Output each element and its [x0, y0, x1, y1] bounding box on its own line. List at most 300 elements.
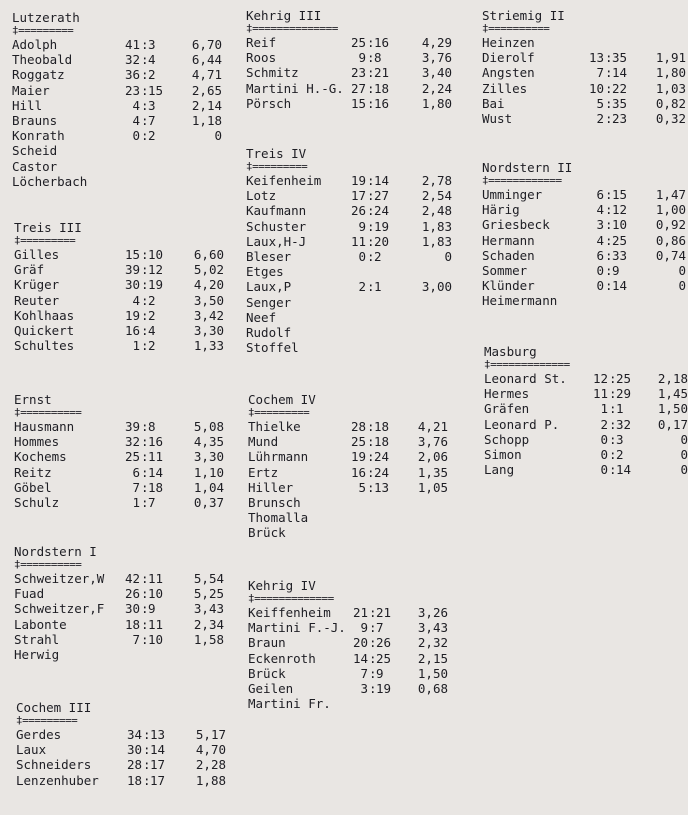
player-row — [484, 371, 688, 386]
average-value: 0,37 — [193, 494, 224, 510]
team-block-nordstern-i — [14, 544, 224, 662]
average-value: 0,92 — [655, 217, 686, 233]
score-against: 4 — [148, 322, 156, 338]
score-separator: : — [141, 52, 149, 68]
average-value: 2,06 — [417, 449, 448, 465]
player-name: Hill — [12, 97, 43, 113]
score-for: 25 — [350, 35, 366, 50]
score-for: 13 — [588, 50, 604, 66]
player-row — [14, 571, 224, 586]
score-against: 9 — [376, 665, 384, 681]
score-separator: : — [367, 233, 375, 249]
player-name: Lührmann — [248, 449, 309, 465]
score-against: 20 — [374, 233, 390, 249]
score-for: 25 — [124, 449, 140, 465]
player-row — [14, 322, 224, 338]
player-row — [12, 37, 222, 52]
score-for: 1 — [132, 494, 140, 510]
score-separator: : — [605, 217, 613, 233]
player-row — [14, 262, 224, 278]
average-value: 0 — [680, 462, 688, 478]
average-value: 1,47 — [655, 187, 686, 202]
score-for: 3 — [596, 217, 604, 233]
average-value: 1,80 — [421, 95, 452, 111]
player-row — [482, 187, 686, 202]
score-separator: : — [141, 262, 149, 278]
score-separator: : — [141, 247, 149, 262]
player-name: Bleser — [246, 248, 292, 264]
team-block-kehrig-iii — [246, 8, 452, 111]
player-row — [248, 419, 448, 434]
score-for: 18 — [126, 772, 142, 788]
player-name: Senger — [246, 294, 292, 310]
player-row — [484, 416, 688, 432]
score-for: 0 — [358, 248, 366, 264]
player-row — [246, 50, 452, 66]
average-value: 2,28 — [195, 757, 226, 773]
average-value: 3,42 — [193, 307, 224, 323]
score-against: 14 — [612, 65, 628, 81]
score-separator: : — [141, 601, 149, 617]
score-against: 13 — [374, 479, 390, 495]
score-against: 18 — [374, 434, 390, 450]
score-for: 6 — [596, 247, 604, 263]
score-separator: : — [369, 665, 377, 681]
player-name: Mund — [248, 434, 279, 450]
average-value: 0 — [680, 431, 688, 447]
score-for: 5 — [596, 95, 604, 111]
score-separator: : — [605, 232, 613, 248]
score-separator: : — [143, 772, 151, 788]
player-row — [16, 772, 226, 788]
score-for: 3 — [360, 680, 368, 696]
player-row — [248, 650, 448, 666]
average-value: 3,26 — [417, 605, 448, 620]
average-value: 0,68 — [417, 680, 448, 696]
player-row — [246, 65, 452, 81]
score-against: 18 — [374, 80, 390, 96]
player-row — [14, 419, 224, 434]
score-for: 14 — [352, 650, 368, 666]
player-name: Eckenroth — [248, 650, 316, 666]
average-value: 3,50 — [193, 292, 224, 308]
player-row — [12, 173, 88, 189]
average-value: 1,91 — [655, 50, 686, 66]
player-name: Etges — [246, 264, 284, 280]
average-value: 3,00 — [421, 279, 452, 295]
score-separator: : — [367, 188, 375, 204]
score-against: 13 — [150, 727, 166, 742]
score-for: 9 — [360, 620, 368, 636]
score-for: 42 — [124, 571, 140, 586]
score-separator: : — [367, 434, 375, 450]
player-name: Neef — [246, 309, 277, 325]
score-for: 23 — [124, 82, 140, 98]
player-name: Laux,P — [246, 279, 292, 295]
score-separator: : — [367, 65, 375, 81]
score-for: 0 — [600, 446, 608, 462]
score-separator: : — [605, 202, 613, 218]
player-row — [246, 35, 452, 50]
score-for: 10 — [588, 80, 604, 96]
team-name: Kehrig III — [246, 8, 322, 23]
average-value: 2,18 — [657, 371, 688, 386]
player-name: Lang — [484, 462, 515, 478]
score-against: 10 — [148, 631, 164, 647]
score-for: 7 — [132, 479, 140, 495]
player-name: Braun — [248, 635, 286, 651]
player-name: Reif — [246, 35, 277, 50]
score-against: 27 — [374, 188, 390, 204]
player-name: Martini H.-G. — [246, 80, 344, 96]
score-for: 7 — [360, 665, 368, 681]
player-name: Konrath — [12, 128, 65, 144]
player-row — [12, 159, 80, 174]
player-name: Roggatz — [12, 67, 65, 83]
score-separator: : — [141, 616, 149, 632]
score-separator: : — [141, 494, 149, 510]
score-against: 11 — [148, 449, 164, 465]
score-separator: : — [141, 112, 149, 128]
score-for: 32 — [124, 434, 140, 450]
team-block-lutzerath — [12, 10, 222, 189]
score-for: 0 — [596, 278, 604, 294]
score-against: 35 — [612, 95, 628, 111]
player-row — [248, 620, 448, 636]
score-for: 39 — [124, 262, 140, 278]
score-for: 5 — [358, 479, 366, 495]
score-against: 14 — [616, 462, 632, 478]
average-value: 2,24 — [421, 80, 452, 96]
player-row — [248, 605, 448, 620]
score-against: 17 — [150, 772, 166, 788]
player-row — [246, 325, 307, 340]
score-for: 19 — [350, 173, 366, 188]
team-underline: ‡========== — [14, 406, 82, 419]
score-separator: : — [369, 620, 377, 636]
score-for: 30 — [124, 277, 140, 293]
average-value: 1,80 — [655, 65, 686, 81]
score-for: 18 — [124, 616, 140, 632]
player-row — [14, 479, 224, 495]
team-block-cochem-iv — [248, 392, 448, 541]
score-against: 14 — [612, 278, 628, 294]
player-row — [246, 279, 452, 295]
average-value: 0,17 — [657, 416, 688, 432]
player-row — [12, 112, 222, 128]
score-for: 19 — [350, 449, 366, 465]
player-row — [248, 479, 448, 495]
score-separator: : — [605, 50, 613, 66]
score-against: 15 — [612, 187, 628, 202]
average-value: 3,30 — [193, 449, 224, 465]
player-row — [248, 510, 316, 525]
player-row — [246, 80, 452, 96]
player-name: Keiffenheim — [248, 605, 331, 620]
player-name: Lenzenhuber — [16, 772, 99, 788]
average-value: 2,32 — [417, 635, 448, 651]
score-separator: : — [143, 742, 151, 758]
score-for: 26 — [350, 203, 366, 219]
player-row — [14, 247, 224, 262]
player-row — [248, 635, 448, 651]
score-against: 33 — [612, 247, 628, 263]
team-underline: ‡========= — [246, 160, 308, 173]
score-against: 1 — [616, 401, 624, 417]
average-value: 0,32 — [655, 110, 686, 126]
player-name: Schulz — [14, 494, 60, 510]
score-separator: : — [367, 35, 375, 50]
player-name: Thielke — [248, 419, 301, 434]
average-value: 1,00 — [655, 202, 686, 218]
player-name: Umminger — [482, 187, 543, 202]
score-for: 2 — [596, 110, 604, 126]
score-separator: : — [605, 247, 613, 263]
average-value: 3,76 — [421, 50, 452, 66]
score-separator: : — [367, 50, 375, 66]
team-underline: ‡========= — [14, 234, 76, 247]
score-separator: : — [367, 479, 375, 495]
average-value: 5,17 — [195, 727, 226, 742]
player-row — [484, 401, 688, 417]
score-separator: : — [605, 278, 613, 294]
score-against: 10 — [148, 586, 164, 602]
player-row — [14, 647, 97, 662]
score-against: 11 — [148, 616, 164, 632]
score-separator: : — [605, 80, 613, 96]
player-name: Brauns — [12, 112, 58, 128]
score-against: 14 — [374, 173, 390, 188]
score-against: 14 — [148, 464, 164, 480]
player-row — [484, 462, 688, 478]
score-against: 23 — [612, 110, 628, 126]
average-value: 5,08 — [193, 419, 224, 434]
team-name: Lutzerath — [12, 10, 80, 25]
score-against: 24 — [374, 464, 390, 480]
score-against: 4 — [148, 52, 156, 68]
average-value: 0 — [214, 128, 222, 144]
score-against: 12 — [148, 262, 164, 278]
player-name: Laux — [16, 742, 47, 758]
player-row — [246, 310, 307, 325]
player-name: Roos — [246, 50, 277, 66]
score-separator: : — [367, 419, 375, 434]
player-row — [246, 203, 452, 219]
player-name: Rudolf — [246, 324, 292, 340]
player-name: Laux,H-J — [246, 233, 307, 249]
average-value: 2,14 — [191, 97, 222, 113]
average-value: 3,43 — [193, 601, 224, 617]
average-value: 1,10 — [193, 464, 224, 480]
score-against: 2 — [148, 338, 156, 354]
player-row — [248, 525, 316, 540]
player-row — [246, 340, 307, 355]
score-for: 2 — [600, 416, 608, 432]
player-name: Gilles — [14, 247, 60, 262]
player-name: Schweitzer,F — [14, 601, 105, 617]
player-name: Heimermann — [482, 293, 558, 309]
score-against: 7 — [376, 620, 384, 636]
player-row — [14, 338, 224, 354]
average-value: 3,30 — [193, 322, 224, 338]
player-row — [482, 50, 686, 66]
player-row — [14, 586, 224, 602]
score-separator: : — [367, 203, 375, 219]
player-name: Pörsch — [246, 95, 292, 111]
score-for: 41 — [124, 37, 140, 52]
average-value: 4,70 — [195, 742, 226, 758]
average-value: 1,58 — [193, 631, 224, 647]
average-value: 1,50 — [657, 401, 688, 417]
score-against: 2 — [148, 307, 156, 323]
score-against: 10 — [148, 247, 164, 262]
player-name: Klünder — [482, 278, 535, 294]
player-row — [14, 449, 224, 465]
score-separator: : — [367, 80, 375, 96]
player-row — [248, 464, 448, 480]
score-against: 3 — [616, 431, 624, 447]
score-for: 15 — [350, 95, 366, 111]
score-for: 12 — [592, 371, 608, 386]
player-name: Lotz — [246, 188, 277, 204]
player-row — [246, 218, 452, 234]
player-name: Gräf — [14, 262, 45, 278]
score-separator: : — [369, 605, 377, 620]
player-row — [246, 248, 452, 264]
player-name: Ertz — [248, 464, 279, 480]
player-name: Kochems — [14, 449, 67, 465]
score-for: 1 — [132, 338, 140, 354]
score-separator: : — [369, 650, 377, 666]
average-value: 1,50 — [417, 665, 448, 681]
player-row — [12, 82, 222, 98]
player-name: Leonard St. — [484, 371, 567, 386]
team-block-treis-iii — [14, 220, 224, 354]
player-name: Härig — [482, 202, 520, 218]
player-name: Griesbeck — [482, 217, 550, 233]
player-name: Reitz — [14, 464, 52, 480]
score-separator: : — [141, 277, 149, 293]
player-name: Heinzen — [482, 35, 535, 50]
score-separator: : — [141, 419, 149, 434]
average-value: 0 — [678, 278, 686, 294]
average-value: 2,65 — [191, 82, 222, 98]
player-row — [484, 446, 688, 462]
player-name: Hermann — [482, 232, 535, 248]
score-for: 1 — [600, 401, 608, 417]
score-for: 30 — [126, 742, 142, 758]
player-name: Schultes — [14, 338, 75, 354]
score-against: 2 — [148, 67, 156, 83]
score-separator: : — [367, 279, 375, 295]
score-separator: : — [141, 464, 149, 480]
average-value: 2,34 — [193, 616, 224, 632]
score-against: 9 — [148, 601, 156, 617]
score-separator: : — [609, 431, 617, 447]
score-separator: : — [609, 386, 617, 402]
score-against: 22 — [612, 80, 628, 96]
average-value: 1,33 — [193, 338, 224, 354]
score-against: 18 — [374, 419, 390, 434]
score-separator: : — [141, 479, 149, 495]
average-value: 5,25 — [193, 586, 224, 602]
team-underline: ‡============ — [482, 174, 562, 187]
player-row — [14, 616, 224, 632]
score-for: 7 — [596, 65, 604, 81]
average-value: 0,86 — [655, 232, 686, 248]
score-for: 19 — [124, 307, 140, 323]
team-underline: ‡========= — [16, 714, 78, 727]
team-underline: ‡========== — [14, 558, 82, 571]
score-for: 0 — [132, 128, 140, 144]
score-separator: : — [141, 307, 149, 323]
score-for: 9 — [358, 218, 366, 234]
player-name: Hiller — [248, 479, 294, 495]
score-against: 10 — [612, 217, 628, 233]
score-against: 8 — [374, 50, 382, 66]
score-separator: : — [367, 464, 375, 480]
player-row — [248, 680, 448, 696]
player-name: Angsten — [482, 65, 535, 81]
score-separator: : — [141, 67, 149, 83]
player-name: Brunsch — [248, 494, 301, 510]
score-against: 35 — [612, 50, 628, 66]
player-row — [16, 742, 226, 758]
score-for: 6 — [132, 464, 140, 480]
score-separator: : — [369, 680, 377, 696]
score-against: 21 — [376, 605, 392, 620]
score-for: 23 — [350, 65, 366, 81]
player-name: Castor — [12, 158, 58, 174]
average-value: 0 — [680, 446, 688, 462]
team-name: Kehrig IV — [248, 578, 316, 593]
score-separator: : — [605, 187, 613, 202]
team-name: Nordstern I — [14, 544, 97, 559]
player-name: Gerdes — [16, 727, 62, 742]
player-row — [12, 52, 222, 68]
score-separator: : — [609, 446, 617, 462]
score-for: 28 — [350, 419, 366, 434]
score-against: 9 — [612, 262, 620, 278]
score-for: 4 — [132, 97, 140, 113]
score-against: 2 — [374, 248, 382, 264]
average-value: 2,15 — [417, 650, 448, 666]
score-for: 34 — [126, 727, 142, 742]
score-for: 4 — [596, 232, 604, 248]
player-row — [14, 464, 224, 480]
player-name: Strahl — [14, 631, 60, 647]
player-row — [482, 293, 572, 308]
player-row — [12, 97, 222, 113]
player-row — [246, 295, 307, 310]
score-against: 32 — [616, 416, 632, 432]
score-separator: : — [605, 262, 613, 278]
score-against: 7 — [148, 494, 156, 510]
average-value: 3,40 — [421, 65, 452, 81]
player-row — [14, 601, 224, 617]
average-value: 3,76 — [417, 434, 448, 450]
score-for: 0 — [596, 262, 604, 278]
player-name: Hausmann — [14, 419, 75, 434]
average-value: 4,35 — [193, 434, 224, 450]
player-name: Maier — [12, 82, 50, 98]
score-against: 15 — [148, 82, 164, 98]
player-name: Wust — [482, 110, 513, 126]
score-separator: : — [605, 65, 613, 81]
player-row — [12, 67, 222, 83]
score-separator: : — [367, 218, 375, 234]
team-underline: ‡========= — [12, 24, 74, 37]
